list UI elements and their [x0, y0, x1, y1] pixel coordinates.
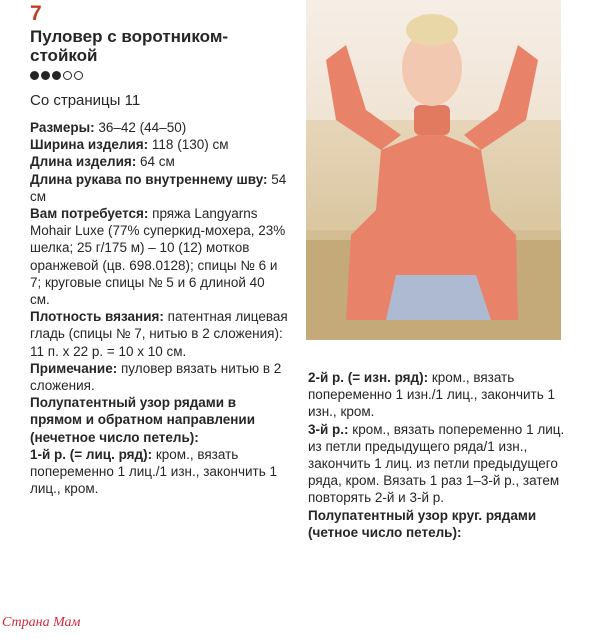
model-photo [306, 0, 561, 340]
watermark-logo: Страна Мам [2, 615, 81, 630]
difficulty-dot-filled [41, 71, 50, 80]
width-line: Ширина изделия: 118 (130) см [30, 137, 229, 153]
sleeve-line: Длина рукава по внутреннему шву: 54 см [30, 171, 287, 204]
instructions-column-1 [30, 119, 288, 497]
difficulty-dot-empty [63, 71, 72, 80]
round-pattern-heading: Полупатентный узор круг. рядами (четное число петель): [308, 507, 537, 540]
gauge-paragraph: Плотность вязания: патентная лицевая гладь (спицы № 7, нитью в 2 сложения): 11 п. х 22 р. = 10 х 10 см. [30, 309, 288, 359]
instructions-column-2 [308, 369, 568, 541]
difficulty-rating [30, 69, 85, 83]
note-paragraph: Примечание: пуловер вязать нитью в 2 сложения. [30, 360, 282, 394]
source-page: Со страницы 11 [30, 92, 141, 109]
pattern-heading: Полупатентный узор рядами в прямом и обратном направлении (нечетное число петель): [30, 395, 256, 445]
difficulty-dot-filled [30, 71, 39, 80]
row2-paragraph: 2-й р. (= изн. ряд): кром., вязать попеременно 1 изн./1 лиц., закончить 1 изн., кром. [308, 370, 555, 420]
pattern-number: 7 [30, 2, 42, 25]
row3-paragraph: 3-й р.: кром., вязать попеременно 1 лиц. из петли предыдущего ряда/1 изн., закончить 1 лиц. из петли предыдущего ряда, кром. Вязать 1 раз 1–3-й р., затем повторять 2-й и 3-й р. [308, 421, 565, 506]
length-line: Длина изделия: 64 см [30, 154, 175, 170]
row1-paragraph: 1-й р. (= лиц. ряд): кром., вязать попеременно 1 лиц./1 изн., закончить 1 лиц., кром. [30, 446, 277, 497]
materials-paragraph: Вам потребуется: пряжа Langyarns Mohair Luxe (77% суперкид-мохера, 23% шелка; 25 г/175 м) – 10 (12) мотков оранжевой (цв. 698.0128); спицы № 6 и 7; круговые спицы № 5 и 6 длиной 40 см. [30, 206, 286, 308]
page-title: Пуловер с воротником-стойкой [30, 27, 229, 65]
difficulty-dot-filled [52, 71, 61, 80]
model-illustration [306, 0, 561, 340]
difficulty-dot-empty [74, 71, 83, 80]
sizes-line: Размеры: 36–42 (44–50) [30, 120, 187, 135]
